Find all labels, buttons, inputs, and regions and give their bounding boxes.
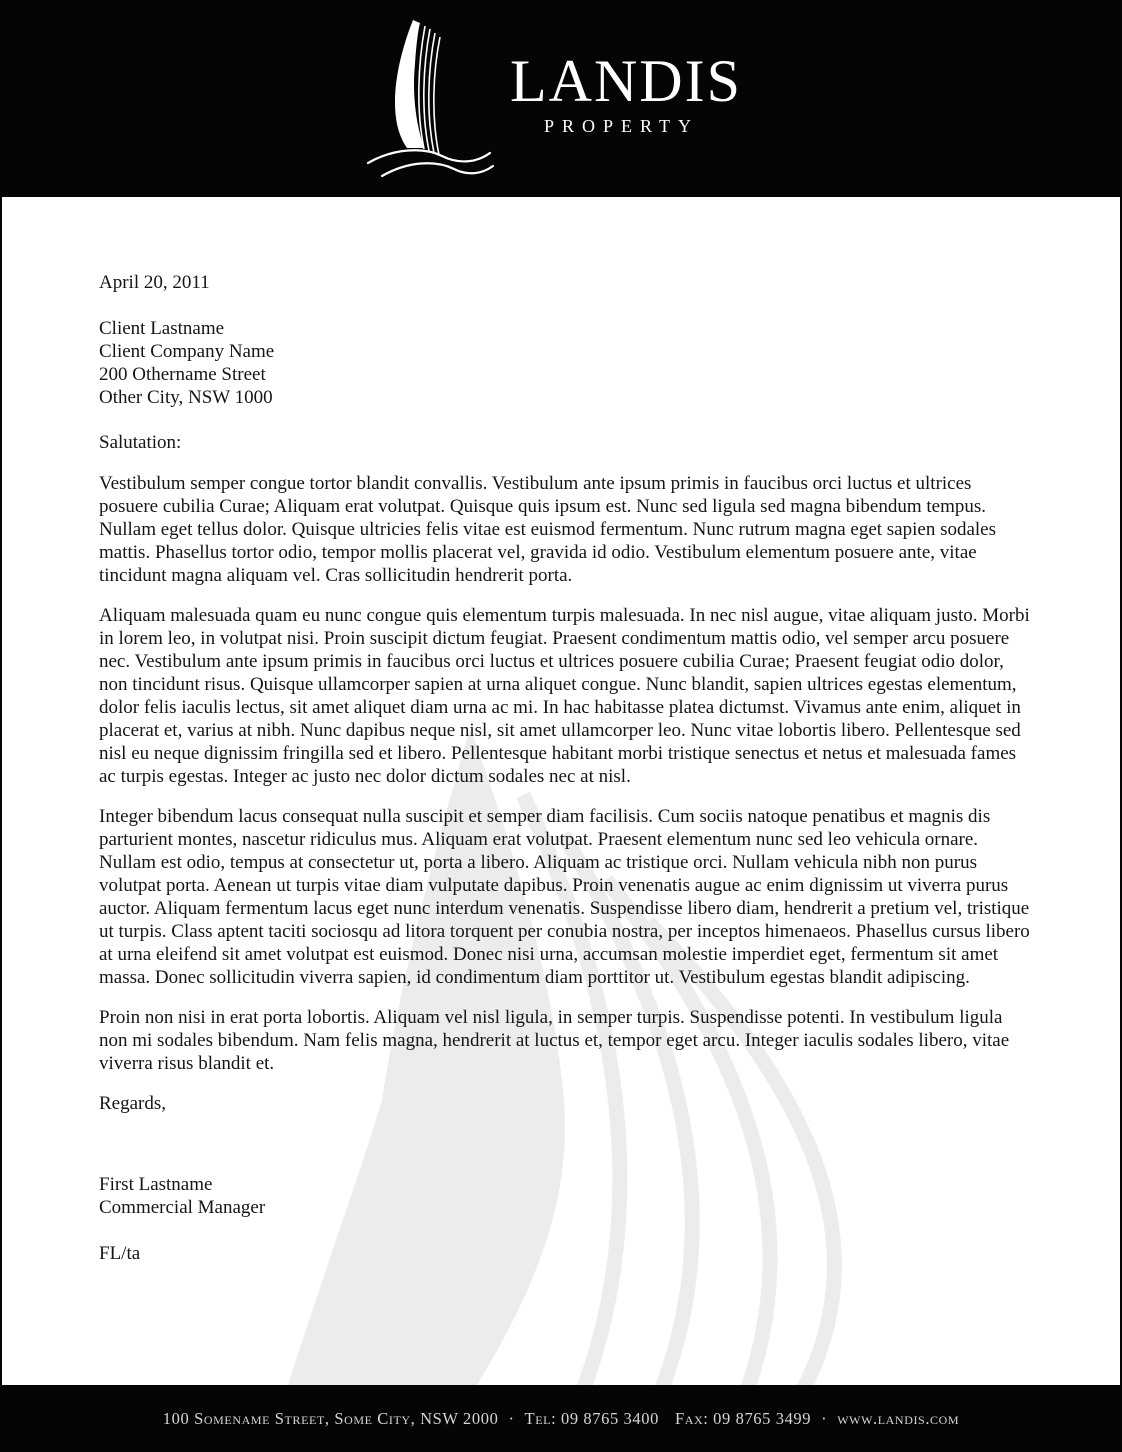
footer-fax: Fax: 09 8765 3499	[674, 1408, 812, 1428]
logo-tagline: PROPERTY	[544, 116, 699, 136]
body-paragraph: Vestibulum semper congue tortor blandit convallis. Vestibulum ante ipsum primis in faucibus orci luctus et ultrices posuere cubilia Curae; Aliquam erat volutpat. Quisque quis ipsum est. Nunc sed ligula sed magna bibendum tempus. Nullam eget tellus dolor. Quisque ultricies felis vitae est euismod fermentum. Nunc rutrum magna eget sapien sodales mattis. Phasellus tortor odio, tempor mollis placerat vel, gravida id odio. Vestibulum elementum posuere ante, vitae tincidunt magna aliquam vel. Cras sollicitudin hendrerit porta.	[99, 473, 996, 586]
closing-line: Regards,	[99, 1093, 167, 1114]
letterhead-footer	[0, 1385, 1122, 1452]
landis-swoosh-icon	[366, 20, 496, 190]
footer-separator-dot: ·	[508, 1408, 515, 1428]
recipient-name: Client Lastname	[99, 318, 225, 339]
sender-name: First Lastname	[99, 1174, 213, 1195]
reference-initials: FL/ta	[99, 1243, 141, 1264]
footer-address: 100 Somename Street, Some City, NSW 2000	[162, 1408, 499, 1428]
letter-date: April 20, 2011	[99, 272, 210, 293]
footer-website: www.landis.com	[837, 1408, 960, 1428]
logo-text	[510, 48, 742, 190]
letter-content	[2, 197, 1120, 1385]
signature-block	[99, 1173, 1035, 1219]
footer-separator-dot: ·	[821, 1408, 828, 1428]
sender-title: Commercial Manager	[99, 1197, 266, 1218]
recipient-block	[99, 317, 1035, 409]
body-paragraph: Integer bibendum lacus consequat nulla suscipit et semper diam facilisis. Cum sociis natoque penatibus et magnis dis parturient montes, nascetur ridiculus mus. Aliquam erat volutpat. Praesent elementum nunc sed leo vehicula ornare. Nullam est odio, tempus at consectetur ut, porta a libero. Aliquam ac tristique orci. Nullam vehicula nibh non purus volutpat porta. Aenean ut turpis vitae diam vulputate dapibus. Proin venenatis augue ac enim dignissim ut viverra purus auctor. Aliquam fermentum lacus eget nunc interdum venenatis. Suspendisse libero diam, hendrerit a pretium vel, tristique ut turpis. Class aptent taciti sociosqu ad litora torquent per conubia nostra, per inceptos himenaeos. Phasellus cursus libero at urna eleifend sit amet volutpat est euismod. Donec nisi urna, accumsan molestie imperdiet eget, fermentum sit amet massa. Donec sollicitudin viverra sapien, id condimentum diam porttitor ut. Vestibulum egestas blandit adipiscing.	[99, 806, 1030, 988]
footer-telephone: Tel: 09 8765 3400	[524, 1408, 659, 1428]
company-logo	[366, 20, 742, 190]
letterhead-header	[0, 0, 1122, 197]
body-paragraph: Aliquam malesuada quam eu nunc congue quis elementum turpis malesuada. In nec nisl augue, vitae aliquam justo. Morbi in lorem leo, in volutpat nisi. Proin suscipit dictum feugiat. Praesent condimentum mattis odio, vel semper arcu posuere nec. Vestibulum ante ipsum primis in faucibus orci luctus et ultrices posuere cubilia Curae; Praesent feugiat odio dolor, non tincidunt risus. Quisque ullamcorper sapien at urna aliquet congue. Nunc blandit, sapien ultrices egestas elementum, dolor felis iaculis lectus, sit amet aliquet diam urna ac mi. In hac habitasse platea dictumst. Vivamus ante enim, aliquet in placerat et, varius at nibh. Nunc dapibus neque nisl, sit amet ullamcorper leo. Nunc vitae lobortis libero. Pellentesque sed nisl eu neque dignissim fringilla sed et libero. Pellentesque habitant morbi tristique senectus et netus et malesuada fames ac turpis egestas. Integer ac justo nec dolor dictum sodales nec at nisl.	[99, 605, 1030, 787]
logo-wordmark: LANDIS	[510, 48, 742, 114]
body-paragraph: Proin non nisi in erat porta lobortis. Aliquam vel nisl ligula, in semper turpis. Suspendisse potenti. In vestibulum ligula non mi sodales bibendum. Nam felis magna, hendrerit at luctus et, tempor eget arcu. Integer iaculis sodales libero, vitae viverra risus blandit et.	[99, 1007, 1010, 1074]
letter-text	[2, 271, 1120, 1265]
recipient-city: Other City, NSW 1000	[99, 387, 273, 408]
recipient-company: Client Company Name	[99, 341, 275, 362]
salutation: Salutation:	[99, 432, 182, 453]
recipient-street: 200 Othername Street	[99, 364, 266, 385]
